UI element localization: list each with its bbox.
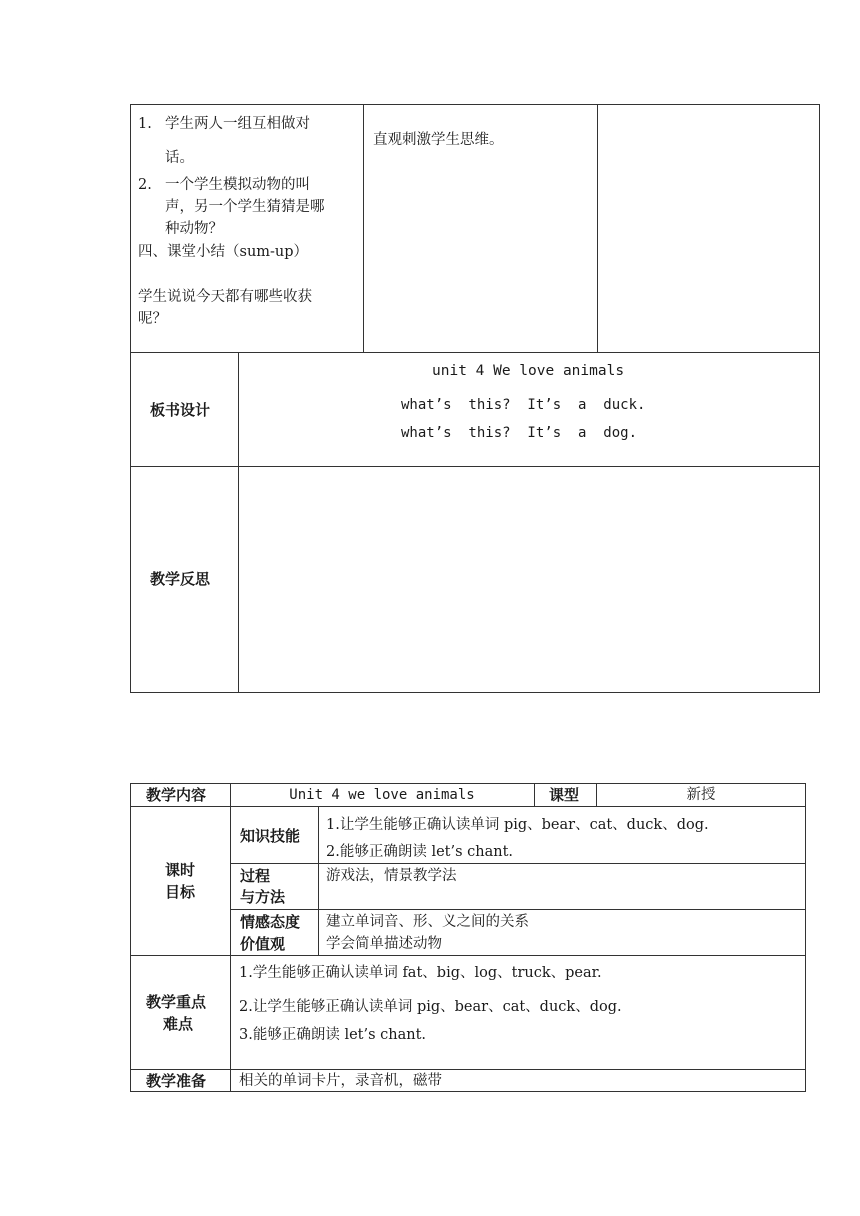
key-points-label-cont: 难点 (163, 1015, 194, 1033)
teaching-prep-value: 相关的单词卡片，录音机，磁带 (239, 1073, 442, 1089)
step-1-text-cont: 话。 (165, 150, 194, 166)
table2-row-divider (230, 863, 806, 864)
objectives-label-cont: 目标 (165, 883, 196, 901)
attitude-values-label-cont: 价值观 (240, 935, 286, 953)
board-design-label: 板书设计 (150, 401, 211, 419)
table1-row-divider (130, 352, 820, 353)
table1-col-divider (597, 104, 598, 352)
teaching-content-value: Unit 4 we love animals (289, 787, 475, 803)
table2-row-divider (230, 909, 806, 910)
attitude-values-item-2: 学会简单描述动物 (326, 936, 442, 952)
knowledge-skills-label: 知识技能 (240, 827, 301, 845)
key-point-3: 3.能够正确朗读 let’s chant. (239, 1027, 427, 1043)
process-methods-label: 过程 (240, 867, 271, 885)
process-methods-label-cont: 与方法 (240, 888, 286, 906)
section-4-heading: 四、课堂小结（sum-up） (138, 244, 309, 260)
step-1-number: 1. (138, 116, 152, 132)
design-purpose-text: 直观刺激学生思维。 (373, 132, 504, 148)
table1-row-divider (130, 466, 820, 467)
lesson-type-label: 课型 (549, 786, 580, 804)
board-line-2: what’s this? It’s a dog. (401, 425, 638, 441)
key-point-1: 1.学生能够正确认读单词 fat、big、log、truck、pear. (239, 965, 602, 981)
table2-row-divider (130, 955, 806, 956)
attitude-values-label: 情感态度 (240, 913, 301, 931)
table2-col-divider (318, 806, 319, 955)
teaching-content-label: 教学内容 (146, 786, 207, 804)
table2-col-divider (534, 783, 535, 806)
knowledge-item-1: 1.让学生能够正确认读单词 pig、bear、cat、duck、dog. (326, 817, 709, 833)
key-points-label: 教学重点 (146, 993, 207, 1011)
table2-row-divider (130, 806, 806, 807)
board-title: unit 4 We love animals (432, 363, 625, 379)
process-methods-value: 游戏法，情景教学法 (326, 868, 457, 884)
table2-row-divider (130, 1069, 806, 1070)
table2-col-divider (230, 783, 231, 1092)
table1-col-divider (363, 104, 364, 352)
objectives-label: 课时 (165, 861, 196, 879)
summary-text: 学生说说今天都有哪些收获 (138, 289, 312, 305)
step-2-number: 2. (138, 177, 152, 193)
teaching-reflection-label: 教学反思 (150, 570, 211, 588)
step-2-text: 一个学生模拟动物的叫 (165, 177, 310, 193)
table1-col-divider (238, 352, 239, 693)
board-line-1: what’s this? It’s a duck. (401, 397, 646, 413)
teaching-prep-label: 教学准备 (146, 1072, 207, 1090)
step-2-text-cont: 声，另一个学生猜猜是哪 (165, 199, 325, 215)
knowledge-item-2: 2.能够正确朗读 let’s chant. (326, 844, 514, 860)
summary-text-cont: 呢？ (138, 311, 167, 327)
attitude-values-item-1: 建立单词音、形、义之间的关系 (326, 914, 529, 930)
step-1-text: 学生两人一组互相做对 (165, 116, 310, 132)
step-2-text-cont: 种动物？ (165, 221, 223, 237)
key-point-2: 2.让学生能够正确认读单词 pig、bear、cat、duck、dog. (239, 999, 622, 1015)
lesson-type-value: 新授 (686, 787, 716, 803)
